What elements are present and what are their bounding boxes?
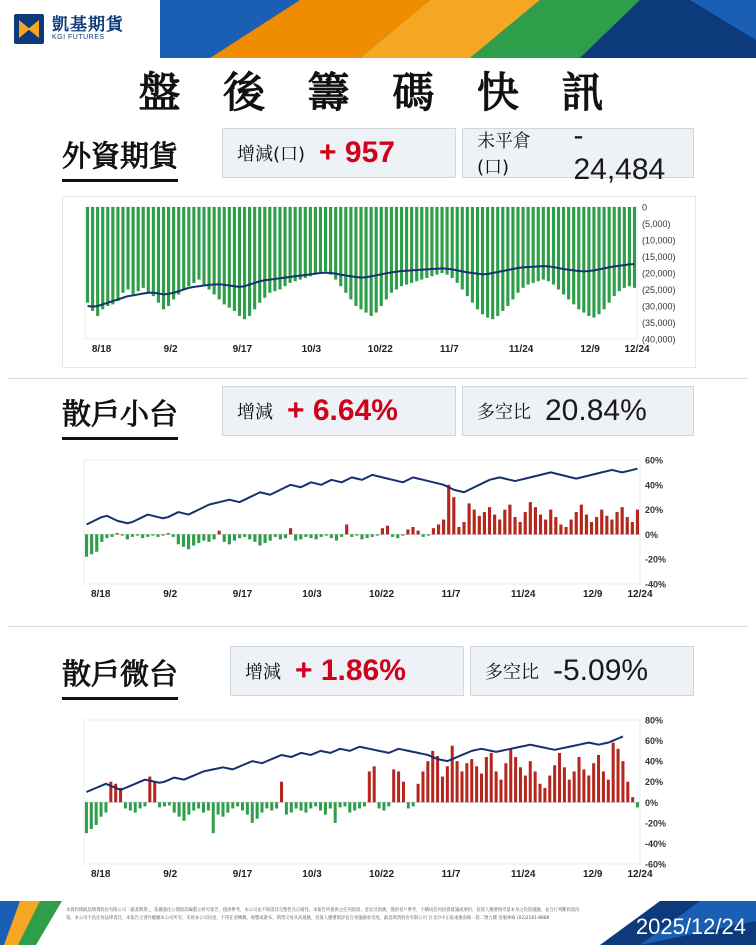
svg-text:8/18: 8/18 [90, 869, 111, 880]
svg-text:40%: 40% [645, 756, 664, 767]
svg-text:(20,000): (20,000) [642, 268, 676, 279]
chart-retail-mtx [62, 452, 696, 614]
svg-text:10/3: 10/3 [301, 344, 322, 355]
svg-text:-20%: -20% [645, 818, 667, 829]
stat-foreign-change-value: + 957 [319, 136, 395, 169]
brand-name-cn: 凱基期貨 [52, 15, 124, 35]
svg-text:10/22: 10/22 [367, 344, 393, 355]
svg-text:10/22: 10/22 [368, 589, 395, 600]
svg-text:12/24: 12/24 [624, 344, 650, 355]
svg-text:12/24: 12/24 [627, 869, 653, 880]
svg-text:9/17: 9/17 [232, 589, 253, 600]
kgi-arrow-logo-icon [14, 14, 44, 44]
divider-2 [8, 626, 748, 627]
svg-text:80%: 80% [645, 715, 664, 726]
svg-text:9/2: 9/2 [163, 589, 178, 600]
svg-text:10/22: 10/22 [368, 869, 395, 880]
page-header [0, 0, 756, 58]
svg-text:(15,000): (15,000) [642, 252, 676, 262]
stat-foreign-oi [462, 119, 694, 186]
stat-mtx-ratio-label: 多空比 [477, 402, 531, 423]
stat-tmf-ratio-label: 多空比 [485, 662, 539, 683]
footer-disclaimer: 本資料係凱基期貨股份有限公司「凱基期貨」，依據過往公開資訊編製之研究報告，僅供參考，本公司並不保證其完整性及正確性。本報告所提供之任何資訊、意見及預測，僅供客戶參考，不構成任何投資建議或要約。投資人應審慎考量本身之投資風險，並自行判斷投資決策，本公司不負任何法律責任。本報告之著作權屬本公司所有，未經本公司同意，不得任意轉載、複製或散布。期貨交易具高風險，投資人應審慎評估自身風險承受度。凱基期貨股份有限公司 台北市中正區重慶南路一段二號九樓 客服專線 (02)2181-8888 [66, 908, 580, 922]
svg-text:0%: 0% [645, 797, 659, 808]
svg-text:12/9: 12/9 [582, 589, 603, 600]
svg-text:-40%: -40% [645, 838, 667, 849]
stat-tmf-ratio-value: -5.09% [553, 654, 649, 687]
svg-text:20%: 20% [645, 505, 664, 516]
chart-foreign-futures [62, 196, 696, 368]
section-retail-tmf [0, 646, 756, 702]
stat-foreign-oi-value: - 24,484 [573, 119, 666, 186]
section-foreign-futures [0, 119, 756, 186]
section-title-mtx: 散戶小台 [62, 392, 178, 440]
svg-text:40%: 40% [645, 480, 664, 491]
svg-text:60%: 60% [645, 736, 664, 747]
stat-mtx-change [222, 386, 456, 436]
section-retail-mtx [0, 386, 756, 442]
svg-text:11/7: 11/7 [439, 344, 459, 355]
svg-text:10/3: 10/3 [302, 589, 322, 600]
svg-text:10/3: 10/3 [302, 869, 322, 880]
stat-mtx-ratio-value: 20.84% [545, 394, 647, 427]
stat-tmf-change [230, 646, 464, 696]
svg-text:11/24: 11/24 [510, 589, 536, 600]
svg-text:11/24: 11/24 [508, 344, 534, 355]
svg-text:9/2: 9/2 [163, 344, 178, 355]
svg-text:20%: 20% [645, 777, 664, 788]
stat-mtx-change-label: 增減 [237, 402, 273, 423]
stat-mtx-change-value: + 6.64% [287, 394, 398, 427]
svg-text:(40,000): (40,000) [642, 334, 676, 345]
page-title: 盤 後 籌 碼 快 訊 [138, 68, 618, 117]
brand-name-en: KGI FUTURES [52, 34, 105, 42]
svg-text:12/9: 12/9 [582, 869, 603, 880]
svg-text:11/7: 11/7 [441, 869, 461, 880]
stat-tmf-change-value: + 1.86% [295, 654, 406, 687]
svg-text:(5,000): (5,000) [642, 219, 671, 229]
svg-text:-40%: -40% [645, 579, 667, 590]
stat-mtx-ratio [462, 386, 694, 436]
svg-text:12/9: 12/9 [580, 344, 600, 355]
svg-text:11/24: 11/24 [510, 869, 536, 880]
divider-1 [8, 378, 748, 379]
svg-text:0%: 0% [645, 529, 659, 540]
stat-foreign-change [222, 128, 456, 178]
svg-text:9/17: 9/17 [232, 869, 253, 880]
stat-tmf-change-label: 增減 [245, 662, 281, 683]
svg-text:(35,000): (35,000) [642, 318, 676, 328]
svg-text:-20%: -20% [645, 554, 667, 565]
svg-text:0: 0 [642, 202, 648, 213]
stat-foreign-change-label: 增減(口) [237, 144, 306, 165]
svg-text:9/17: 9/17 [232, 344, 253, 355]
svg-text:9/2: 9/2 [163, 869, 178, 880]
page-footer [0, 901, 756, 945]
svg-text:12/24: 12/24 [627, 589, 653, 600]
svg-text:11/7: 11/7 [441, 589, 461, 600]
svg-text:-60%: -60% [645, 859, 667, 870]
svg-text:(30,000): (30,000) [642, 301, 676, 312]
svg-text:(25,000): (25,000) [642, 285, 676, 295]
section-title-tmf: 散戶微台 [62, 652, 178, 700]
stat-foreign-oi-label: 未平倉(口) [477, 131, 531, 178]
brand-logo [0, 0, 160, 58]
svg-text:60%: 60% [645, 455, 664, 466]
chart-retail-tmf [62, 712, 696, 894]
footer-date: 2025/12/24 [635, 914, 746, 939]
svg-text:8/18: 8/18 [90, 589, 111, 600]
svg-text:(10,000): (10,000) [642, 235, 676, 246]
svg-text:8/18: 8/18 [91, 344, 112, 355]
stat-tmf-ratio [470, 646, 694, 696]
section-title-foreign: 外資期貨 [62, 134, 178, 182]
